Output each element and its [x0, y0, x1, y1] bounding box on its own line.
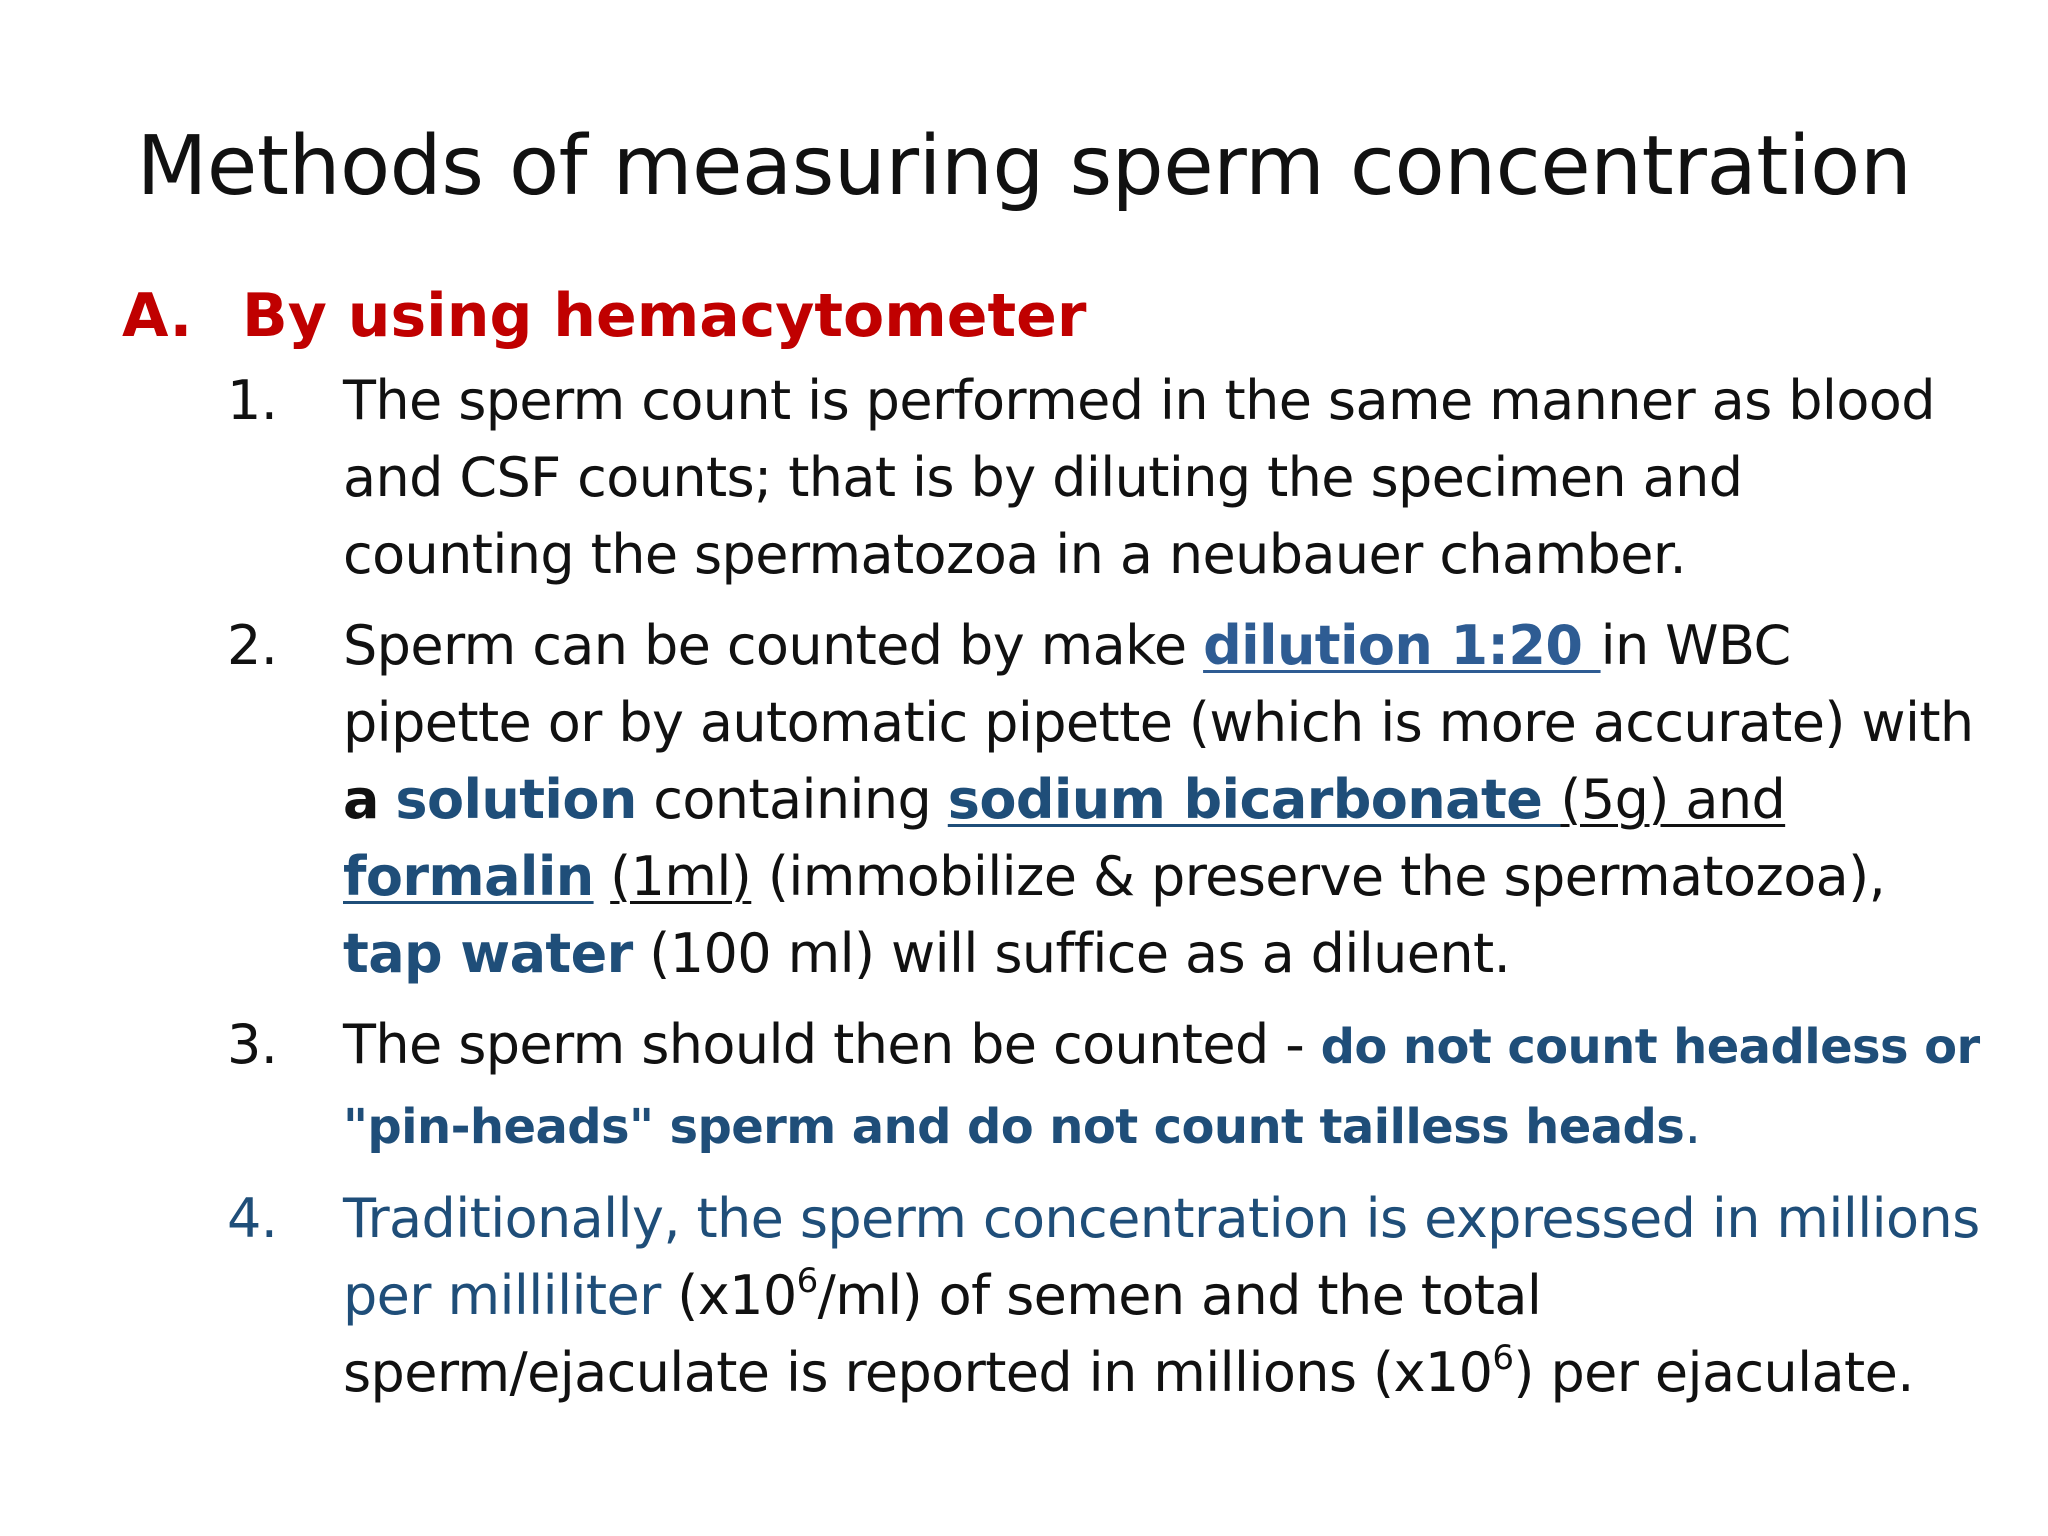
item-text: [343, 607, 1983, 992]
text-run-blue: Traditionally, the sperm concentration is expressed in millions per milliliter: [343, 1187, 1980, 1327]
slide-title: Methods of measuring sperm concentration: [136, 119, 1912, 214]
item-number: 1.: [227, 369, 278, 432]
list-item: [227, 362, 2002, 593]
item-number: 4.: [227, 1187, 278, 1250]
text-run: ) per ejaculate.: [1513, 1341, 1914, 1404]
item-text: The sperm count is performed in the same manner as blood and CSF counts; that is by diluting the specimen and counting the spermatozoa in a neubauer chamber.: [343, 369, 1935, 586]
superscript: 6: [796, 1261, 818, 1301]
method-steps-list: [122, 362, 2002, 1411]
section-letter: A.: [122, 281, 193, 351]
text-space: [379, 768, 396, 831]
item-number: 2.: [227, 614, 278, 677]
text-run: (100 ml) will suffice as a diluent.: [632, 922, 1511, 985]
dilution-link[interactable]: dilution 1:20: [1203, 614, 1601, 677]
text-run: (x10: [660, 1264, 797, 1327]
list-item: [227, 1180, 2002, 1411]
text-run: (immobilize & preserve the spermatozoa),: [751, 845, 1886, 908]
item-text: [343, 1006, 1983, 1166]
text-run-underlined: (1ml): [610, 845, 752, 908]
text-run: .: [1684, 1093, 1701, 1156]
item-text: [343, 1180, 1983, 1411]
text-run: in WBC pipette or by automatic pipette (which is more accurate) with: [343, 614, 1974, 754]
text-run-bold: a: [343, 768, 379, 831]
section-heading-text: By using hemacytometer: [242, 281, 1087, 351]
section-heading: [122, 280, 2002, 352]
text-run: containing: [636, 768, 948, 831]
list-item: [227, 1006, 2002, 1166]
formalin-term: formalin: [343, 845, 594, 908]
list-item: [227, 607, 2002, 992]
solution-term: solution: [395, 768, 637, 831]
tap-water-term: tap water: [343, 922, 633, 985]
item-number: 3.: [227, 1013, 278, 1076]
text-run: /ml) of semen and the total sperm/ejaculate is reported in millions (x10: [343, 1264, 1542, 1404]
text-space: [594, 845, 611, 908]
section-hemacytometer: [122, 280, 2002, 1425]
counting-rule-emphasis: do not count headless or "pin-heads" sperm and do not count tailless heads: [343, 1019, 1980, 1155]
text-run-underlined: (5g) and: [1560, 768, 1786, 831]
text-run: The sperm should then be counted -: [343, 1013, 1321, 1076]
superscript: 6: [1492, 1338, 1514, 1378]
sodium-bicarbonate-term: sodium bicarbonate: [947, 768, 1561, 831]
text-run: Sperm can be counted by make: [343, 614, 1204, 677]
